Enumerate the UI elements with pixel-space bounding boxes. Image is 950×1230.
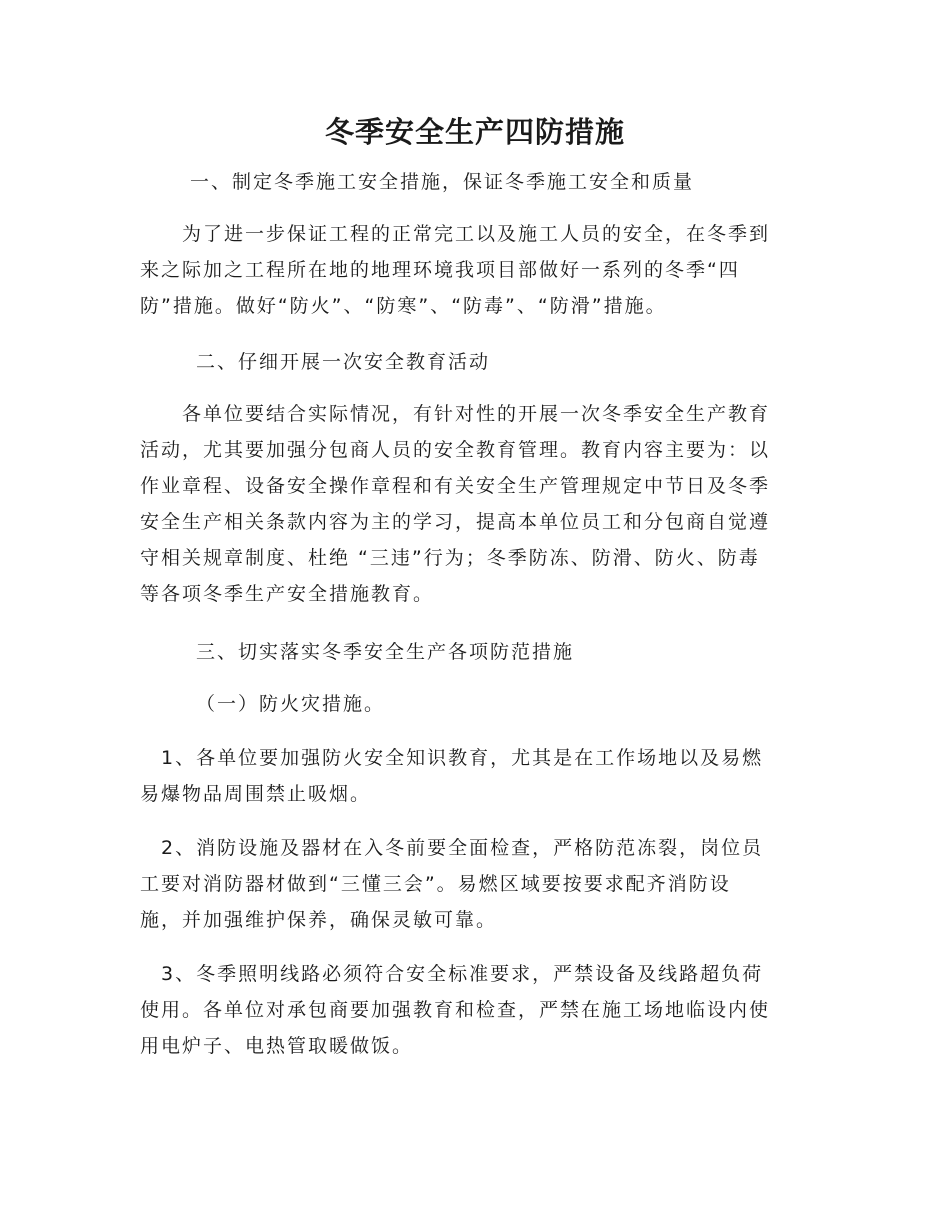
paragraph-line: 施，并加强维护保养，确保灵敏可靠。	[140, 909, 498, 931]
paragraph-line: 1、各单位要加强防火安全知识教育，尤其是在工作场地以及易燃	[140, 747, 764, 769]
section-1-heading: 一、制定冬季施工安全措施，保证冬季施工安全和质量	[190, 171, 695, 193]
paragraph-line: 3、冬季照明线路必须符合安全标准要求，严禁设备及线路超负荷	[140, 963, 764, 985]
section-3-item-2	[140, 830, 805, 938]
section-2-paragraph	[140, 396, 805, 612]
paragraph-line: 作业章程、设备安全操作章程和有关安全生产管理规定中节日及冬季	[140, 475, 771, 497]
section-3-item-3	[140, 956, 805, 1064]
paragraph-line: 各单位要结合实际情况，有针对性的开展一次冬季安全生产教育	[140, 403, 771, 425]
paragraph-line: 防”措施。做好“防火”、“防寒”、“防毒”、“防滑”措施。	[140, 295, 667, 317]
paragraph-line: 易爆物品周围禁止吸烟。	[140, 783, 372, 805]
section-3-heading: 三、切实落实冬季安全生产各项防范措施	[196, 641, 575, 663]
section-1-paragraph	[140, 216, 805, 324]
paragraph-line: 工要对消防器材做到“三懂三会”。易燃区域要按要求配齐消防设	[140, 873, 731, 895]
section-3-item-1	[140, 740, 805, 812]
document-title: 冬季安全生产四防措施	[324, 115, 625, 149]
paragraph-line: 等各项冬季生产安全措施教育。	[140, 583, 435, 605]
paragraph-line: 使用。各单位对承包商要加强教育和检查，严禁在施工场地临设内使	[140, 999, 771, 1021]
section-2-heading: 二、仔细开展一次安全教育活动	[196, 351, 491, 373]
paragraph-line: 用电炉子、电热管取暖做饭。	[140, 1035, 414, 1057]
paragraph-line: 来之际加之工程所在地的地理环境我项目部做好一系列的冬季“四	[140, 259, 740, 281]
paragraph-line: 守相关规章制度、杜绝 “三违”行为；冬季防冻、防滑、防火、防毒	[140, 547, 760, 569]
paragraph-line: 活动，尤其要加强分包商人员的安全教育管理。教育内容主要为：以	[140, 439, 771, 461]
section-3-subheading: （一）防火灾措施。	[196, 693, 386, 715]
paragraph-line: 2、消防设施及器材在入冬前要全面检查，严格防范冻裂，岗位员	[140, 837, 764, 859]
paragraph-line: 为了进一步保证工程的正常完工以及施工人员的安全，在冬季到	[140, 223, 771, 245]
paragraph-line: 安全生产相关条款内容为主的学习，提高本单位员工和分包商自觉遵	[140, 511, 771, 533]
